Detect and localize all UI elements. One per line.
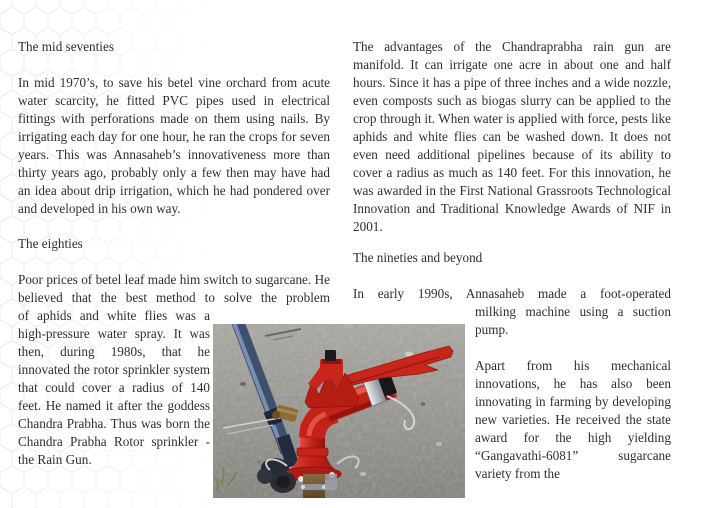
section-heading-eighties: The eighties [18, 236, 83, 251]
section-heading-mid-seventies: The mid seventies [18, 39, 114, 54]
paragraph-nineties-full-width: In early 1990s, Annasaheb made a foot-operated [353, 286, 671, 301]
rain-gun-photo-illustration [213, 324, 465, 498]
paragraph-eighties-wrapped: of aphids and white flies was a high-pressure water spray. It was then, during 1980s, that he innovated the rotor sprinkler system that could cover a radius of 140 feet. He named it after the goddess Chandra Prabha. Thus was born the Chandra Prabha Rotor sprinkler - the Rain Gun. [18, 308, 210, 467]
section-heading-nineties: The nineties and beyond [353, 250, 483, 265]
paragraph-nineties-wrapped: milking machine using a suction pump. [475, 304, 671, 337]
paragraph-farming-innovations: Apart from his mechanical innovations, he has also been innovating in farming by developing new varieties. He received the state award for the high yielding “Gangavathi-6081” sugarcane variety from the [475, 358, 671, 481]
article-photo-rain-gun [213, 324, 465, 498]
paragraph-mid-seventies: In mid 1970’s, to save his betel vine orchard from acute water scarcity, he fitted PVC pipes used in electrical fittings with perforations made on them using nails. By irrigating each day for one hour, he ran the crops for seven years. This was Annasaheb’s innovativeness more than thirty years ago, probably only a few then may have had an idea about drip irrigation, which he had pondered over and developed in his own way. [18, 75, 330, 216]
paragraph-advantages: The advantages of the Chandraprabha rain gun are manifold. It can irrigate one acre in about one and half hours. Since it has a pipe of three inches and a wide nozzle, even composts such as biogas slurry can be applied to the crop through it. When water is applied with force, pests like aphids and white flies can be washed down. It does not even need additional pipelines because of its ability to cover a radius as much as 140 feet. For this innovation, he was awarded in the First National Grassroots Technological Innovation and Traditional Knowledge Awards of NIF in 2001. [353, 39, 671, 234]
paragraph-eighties-full-width: Poor prices of betel leaf made him switch to sugarcane. He believed that the best method to solve the problem [18, 272, 330, 305]
